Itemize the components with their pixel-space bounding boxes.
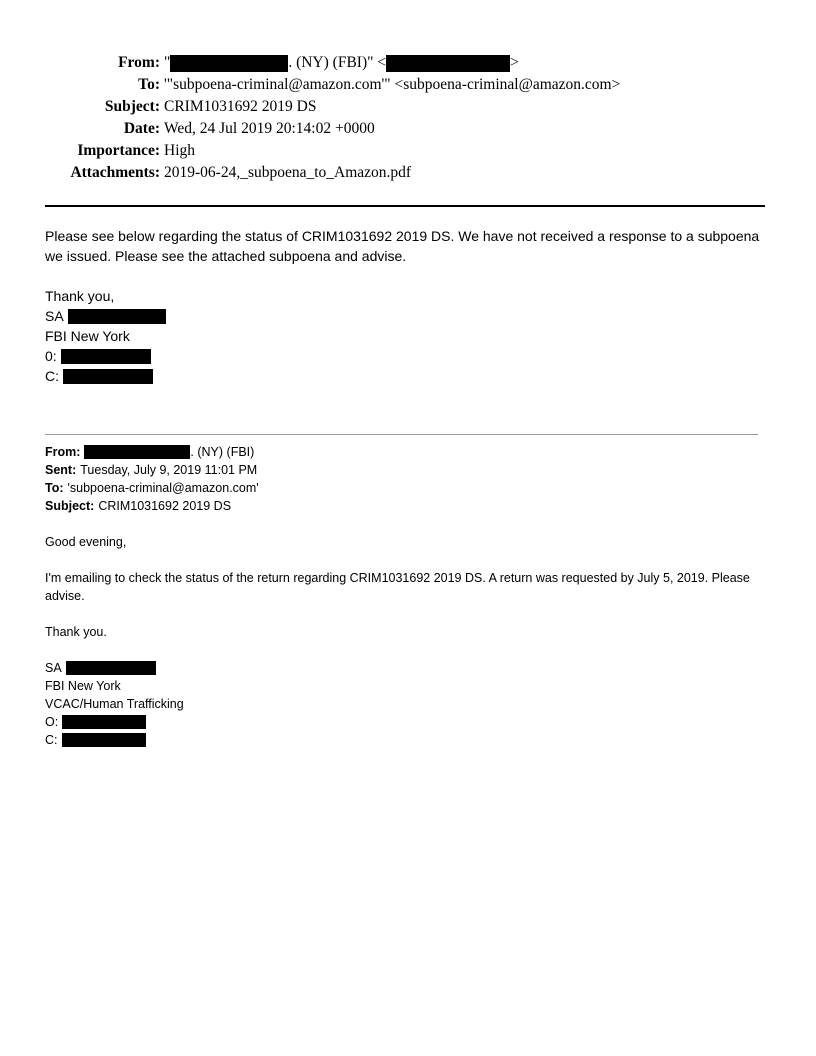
fwd-subject-row (45, 497, 765, 515)
sig-title: SA (45, 308, 64, 324)
from-prefix: " (164, 54, 171, 71)
fwd-sent-value: Tuesday, July 9, 2019 11:01 PM (80, 463, 258, 477)
fwd-subject-value: CRIM1031692 2019 DS (98, 499, 232, 513)
fwd-sent-label: Sent: (45, 463, 77, 477)
fwd-sig-office: FBI New York (45, 679, 121, 693)
sig-c-line (45, 366, 765, 386)
header-subject-row (0, 96, 816, 118)
fwd-sig-c-line (45, 731, 765, 749)
message-paragraph: Please see below regarding the status of CRIM1031692 2019 DS. We have not received a response to a subpoena we issued. Please see the attached subpoena and advise. (45, 228, 760, 264)
sig-o-line (45, 346, 765, 366)
fwd-subject-label: Subject: (45, 499, 95, 513)
redaction-block (63, 369, 153, 384)
header-from-row (0, 52, 816, 74)
forwarded-message (45, 443, 765, 749)
fwd-sig-unit: VCAC/Human Trafficking (45, 697, 184, 711)
sig-title-line (45, 306, 765, 326)
date-label: Date: (123, 120, 160, 137)
closing-text: Thank you, (45, 288, 115, 304)
header-importance-row (0, 140, 816, 162)
from-label: From: (118, 54, 160, 71)
fwd-to-row (45, 479, 765, 497)
redaction-block (62, 733, 146, 747)
fwd-sent-row (45, 461, 765, 479)
redaction-block (170, 55, 288, 72)
subject-value: CRIM1031692 2019 DS (164, 98, 317, 115)
header-attachments-row (0, 162, 816, 184)
redaction-block (61, 349, 151, 364)
importance-label: Importance: (77, 142, 160, 159)
from-value (164, 52, 519, 74)
sig-c-label: C: (45, 368, 59, 384)
fwd-closing: Thank you. (45, 625, 107, 639)
message-body (45, 226, 765, 386)
redaction-block (62, 715, 146, 729)
redaction-block (66, 661, 156, 675)
fwd-sig-title-line (45, 659, 765, 677)
header-date-row (0, 118, 816, 140)
fwd-signature (45, 659, 765, 749)
from-suffix: > (510, 54, 519, 71)
subject-label: Subject: (104, 98, 160, 115)
fwd-greeting: Good evening, (45, 535, 127, 549)
forward-divider (45, 434, 758, 435)
redaction-block (68, 309, 166, 324)
header-to-row (0, 74, 816, 96)
to-label: To: (138, 76, 160, 93)
fwd-sig-o-line (45, 713, 765, 731)
date-value: Wed, 24 Jul 2019 20:14:02 +0000 (164, 120, 375, 137)
fwd-from-value: . (NY) (FBI) (190, 445, 255, 459)
fwd-sig-o-label: O: (45, 715, 59, 729)
fwd-sig-title: SA (45, 661, 62, 675)
sig-office: FBI New York (45, 328, 130, 344)
attachment-link[interactable]: 2019-06-24,_subpoena_to_Amazon.pdf (164, 164, 412, 181)
fwd-to-value: 'subpoena-criminal@amazon.com' (67, 481, 259, 495)
fwd-sig-c-label: C: (45, 733, 58, 747)
header-divider (45, 205, 765, 207)
from-mid: . (NY) (FBI)" < (288, 54, 387, 71)
attachments-label: Attachments: (70, 164, 160, 181)
importance-value: High (164, 142, 195, 159)
fwd-from-label: From: (45, 445, 81, 459)
to-value: '"subpoena-criminal@amazon.com'" <subpoena-criminal@amazon.com> (164, 76, 621, 93)
redaction-block (84, 445, 190, 459)
email-header (0, 52, 816, 184)
message-signature (45, 286, 765, 386)
fwd-body: I'm emailing to check the status of the return regarding CRIM1031692 2019 DS. A return was requested by July 5, 2019. Please advise. (45, 571, 750, 603)
redaction-block (386, 55, 510, 72)
fwd-from-row (45, 443, 765, 461)
sig-o-label: 0: (45, 348, 57, 364)
fwd-to-label: To: (45, 481, 64, 495)
